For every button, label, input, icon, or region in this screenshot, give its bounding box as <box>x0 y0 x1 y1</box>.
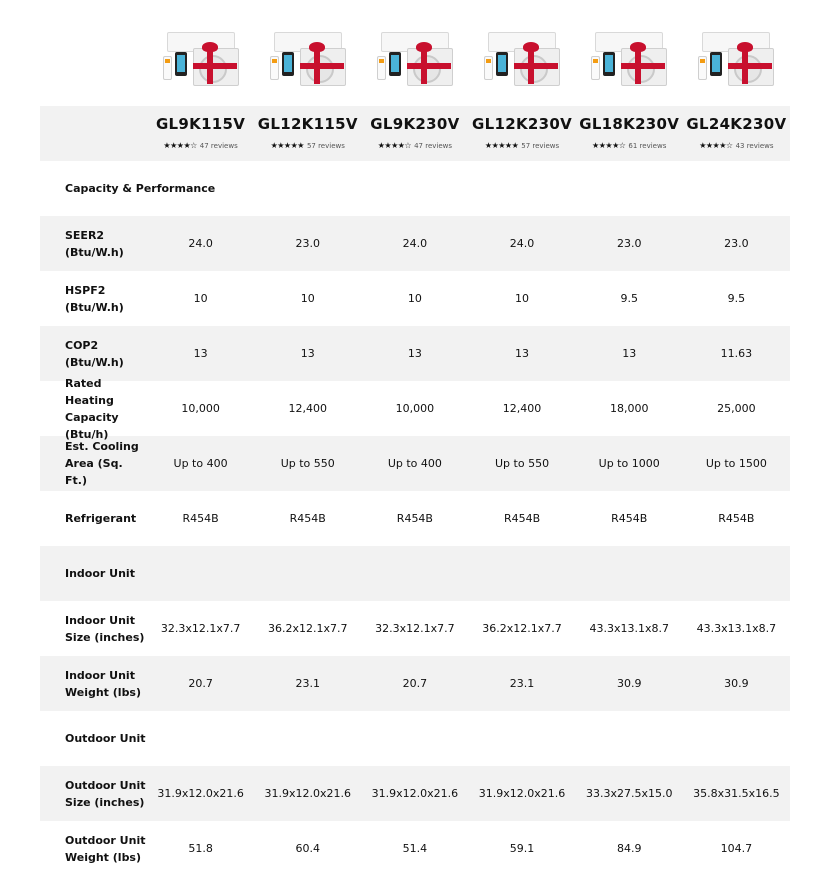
star-rating-icon: ★★★★☆ <box>163 141 197 150</box>
model-name[interactable]: GL24K230V <box>686 115 787 133</box>
remote-graphic <box>377 56 386 80</box>
ribbon-graphic <box>407 63 451 69</box>
review-count[interactable]: 47 reviews <box>199 141 238 150</box>
spec-row-cop2 <box>40 326 790 381</box>
model-name[interactable]: GL9K115V <box>155 115 246 133</box>
spec-value: 33.3x27.5x15.0 <box>585 787 673 800</box>
rating[interactable] <box>592 141 666 150</box>
spec-value: Up to 550 <box>280 457 335 470</box>
spec-value: 36.2x12.1x7.7 <box>482 622 562 635</box>
spec-value: 51.4 <box>402 842 428 855</box>
row-label-line: (Btu/h) <box>65 427 109 441</box>
ribbon-graphic <box>728 63 772 69</box>
spec-row-seer2 <box>40 216 790 271</box>
spec-value: 10,000 <box>395 402 435 415</box>
product-header-row <box>40 106 790 161</box>
spec-value: 10,000 <box>181 402 220 415</box>
comparison-table <box>40 106 790 876</box>
section-title-capacity: Capacity & Performance <box>65 182 216 195</box>
bow-graphic <box>523 42 539 52</box>
ribbon-graphic <box>621 63 665 69</box>
spec-value: 59.1 <box>509 842 535 855</box>
bow-graphic <box>737 42 753 52</box>
model-name[interactable]: GL12K230V <box>472 115 573 133</box>
row-label <box>40 667 147 701</box>
review-count[interactable]: 57 reviews <box>521 141 560 150</box>
spec-value: R454B <box>503 512 541 525</box>
spec-value: 60.4 <box>295 842 320 855</box>
section-title-outdoor: Outdoor Unit <box>65 732 146 745</box>
spec-value: 18,000 <box>609 402 649 415</box>
fan-graphic <box>306 55 334 83</box>
fan-graphic <box>413 55 441 83</box>
row-label-line: Outdoor Unit <box>65 778 146 792</box>
product-image[interactable] <box>268 18 348 88</box>
product-column-header[interactable] <box>576 117 683 150</box>
spec-value: 24.0 <box>402 237 428 250</box>
row-label-line: Capacity <box>65 410 119 424</box>
product-images-row <box>147 0 790 106</box>
spec-value: 24.0 <box>188 237 213 250</box>
spec-value: 43.3x13.1x8.7 <box>589 622 669 635</box>
spec-value: Up to 400 <box>387 457 442 470</box>
row-label <box>40 510 147 527</box>
spec-row-indoor-size <box>40 601 790 656</box>
product-image-cell[interactable] <box>361 0 468 106</box>
review-count[interactable]: 57 reviews <box>306 141 345 150</box>
row-label-line: Size (inches) <box>65 630 145 644</box>
spec-value: 35.8x31.5x16.5 <box>693 787 780 800</box>
spec-value: 23.0 <box>616 237 642 250</box>
row-label <box>40 777 147 811</box>
spec-value: 23.0 <box>724 237 749 250</box>
bow-graphic <box>630 42 646 52</box>
spec-row-heating-capacity <box>40 376 790 441</box>
spec-value: 13 <box>407 347 422 360</box>
phone-graphic <box>710 52 722 76</box>
row-label-line: COP2 <box>65 338 99 352</box>
rating[interactable] <box>163 141 237 150</box>
product-image[interactable] <box>589 18 669 88</box>
row-label <box>40 337 147 371</box>
spec-value: 84.9 <box>616 842 642 855</box>
spec-value: 10 <box>300 292 315 305</box>
spec-value: Up to 1000 <box>598 457 660 470</box>
row-label-line: Area (Sq. Ft.) <box>65 457 123 487</box>
ribbon-graphic <box>300 63 344 69</box>
remote-graphic <box>698 56 707 80</box>
model-name[interactable]: GL9K230V <box>370 115 460 133</box>
spec-value: R454B <box>396 512 433 525</box>
spec-value: Up to 1500 <box>705 457 767 470</box>
row-label <box>40 227 147 261</box>
spec-value: 24.0 <box>509 237 535 250</box>
spec-value: 9.5 <box>727 292 746 305</box>
star-rating-icon: ★★★★★ <box>270 141 304 150</box>
product-image-cell[interactable] <box>576 0 683 106</box>
row-label-line: Indoor Unit <box>65 668 135 682</box>
row-label-line: (Btu/W.h) <box>65 245 124 259</box>
row-label-line: Heating <box>65 393 114 407</box>
model-name[interactable]: GL18K230V <box>579 115 680 133</box>
row-label <box>40 282 147 316</box>
section-row <box>40 711 790 766</box>
spec-value: 30.9 <box>724 677 749 690</box>
bow-graphic <box>416 42 432 52</box>
rating[interactable] <box>699 141 773 150</box>
star-rating-icon: ★★★★★ <box>484 141 519 150</box>
product-column-header[interactable] <box>468 117 575 150</box>
spec-value: 10 <box>515 292 530 305</box>
spec-value: 13 <box>193 347 208 360</box>
remote-graphic <box>484 56 493 80</box>
product-column-header[interactable] <box>683 117 790 150</box>
bow-graphic <box>202 42 218 52</box>
star-rating-icon: ★★★★☆ <box>377 141 412 150</box>
star-rating-icon: ★★★★☆ <box>699 141 733 150</box>
row-label-line: HSPF2 <box>65 283 106 297</box>
product-image-cell[interactable] <box>147 0 254 106</box>
section-title-indoor: Indoor Unit <box>65 567 135 580</box>
spec-value: 31.9x12.0x21.6 <box>157 787 244 800</box>
remote-graphic <box>591 56 600 80</box>
spec-value: 13 <box>300 347 315 360</box>
fan-graphic <box>520 55 548 83</box>
ribbon-graphic <box>514 63 558 69</box>
phone-graphic <box>389 52 401 76</box>
spec-value: Up to 400 <box>173 457 228 470</box>
spec-value: 23.0 <box>295 237 320 250</box>
model-name[interactable]: GL12K115V <box>257 115 358 133</box>
spec-value: 25,000 <box>717 402 756 415</box>
spec-row-outdoor-size <box>40 766 790 821</box>
product-image[interactable] <box>375 18 455 88</box>
row-label <box>40 438 147 489</box>
row-label-line: SEER2 <box>65 228 105 242</box>
spec-value: 43.3x13.1x8.7 <box>696 622 777 635</box>
spec-value: 104.7 <box>720 842 753 855</box>
star-rating-icon: ★★★★☆ <box>592 141 626 150</box>
fan-graphic <box>734 55 762 83</box>
review-count[interactable]: 47 reviews <box>414 141 453 150</box>
spec-value: 10 <box>407 292 422 305</box>
rating[interactable] <box>485 141 559 150</box>
row-label-line: Weight (lbs) <box>65 850 142 864</box>
spec-value: 11.63 <box>720 347 753 360</box>
row-label <box>40 375 147 443</box>
spec-value: 12,400 <box>288 402 327 415</box>
product-column-header[interactable] <box>254 117 361 150</box>
spec-value: R454B <box>611 512 648 525</box>
product-image-cell[interactable] <box>683 0 790 106</box>
phone-graphic <box>496 52 508 76</box>
row-label-line: Weight (lbs) <box>65 685 142 699</box>
spec-value: R454B <box>182 512 219 525</box>
row-label <box>40 612 147 646</box>
spec-row-hspf2 <box>40 271 790 326</box>
product-column-header[interactable] <box>361 117 468 150</box>
row-label-line: (Btu/W.h) <box>65 300 124 314</box>
product-image[interactable] <box>161 18 241 88</box>
spec-value: 23.1 <box>295 677 320 690</box>
row-label-line: Rated <box>65 376 102 390</box>
spec-value: 12,400 <box>502 402 542 415</box>
spec-value: 36.2x12.1x7.7 <box>267 622 348 635</box>
spec-value: 13 <box>515 347 530 360</box>
spec-value: 31.9x12.0x21.6 <box>371 787 459 800</box>
spec-value: R454B <box>289 512 326 525</box>
spec-row-refrigerant <box>40 491 790 546</box>
spec-value: 51.8 <box>188 842 213 855</box>
spec-value: 9.5 <box>620 292 638 305</box>
product-image-cell[interactable] <box>254 0 361 106</box>
phone-graphic <box>603 52 615 76</box>
rating[interactable] <box>378 141 452 150</box>
review-count[interactable]: 61 reviews <box>628 141 667 150</box>
bow-graphic <box>309 42 325 52</box>
row-label-line: Indoor Unit <box>65 613 135 627</box>
product-image[interactable] <box>482 18 562 88</box>
spec-value: Up to 550 <box>495 457 550 470</box>
spec-value: 32.3x12.1x7.7 <box>375 622 455 635</box>
remote-graphic <box>270 56 279 80</box>
spec-value: 13 <box>622 347 637 360</box>
section-row <box>40 161 790 216</box>
row-label-line: (Btu/W.h) <box>65 355 124 369</box>
section-row <box>40 546 790 601</box>
spec-value: 32.3x12.1x7.7 <box>160 622 241 635</box>
spec-value: 10 <box>193 292 208 305</box>
rating[interactable] <box>271 141 345 150</box>
remote-graphic <box>163 56 172 80</box>
spec-row-cooling-area <box>40 436 790 491</box>
product-image[interactable] <box>696 18 776 88</box>
spec-row-indoor-weight <box>40 656 790 711</box>
spec-row-outdoor-weight <box>40 821 790 876</box>
spec-value: 20.7 <box>402 677 428 690</box>
row-label-line: Size (inches) <box>65 795 145 809</box>
fan-graphic <box>627 55 655 83</box>
spec-value: 20.7 <box>188 677 213 690</box>
ribbon-graphic <box>193 63 237 69</box>
product-image-cell[interactable] <box>468 0 575 106</box>
spec-value: 31.9x12.0x21.6 <box>478 787 566 800</box>
review-count[interactable]: 43 reviews <box>735 141 774 150</box>
phone-graphic <box>282 52 294 76</box>
spec-value: 30.9 <box>616 677 642 690</box>
row-label-line: Outdoor Unit <box>65 833 146 847</box>
spec-value: 31.9x12.0x21.6 <box>264 787 351 800</box>
spec-value: 23.1 <box>509 677 535 690</box>
fan-graphic <box>199 55 227 83</box>
spec-value: R454B <box>718 512 755 525</box>
row-label-line: Refrigerant <box>65 512 137 525</box>
phone-graphic <box>175 52 187 76</box>
product-column-header[interactable] <box>147 117 254 150</box>
row-label <box>40 832 147 866</box>
row-label-line: Est. Cooling <box>65 440 139 453</box>
